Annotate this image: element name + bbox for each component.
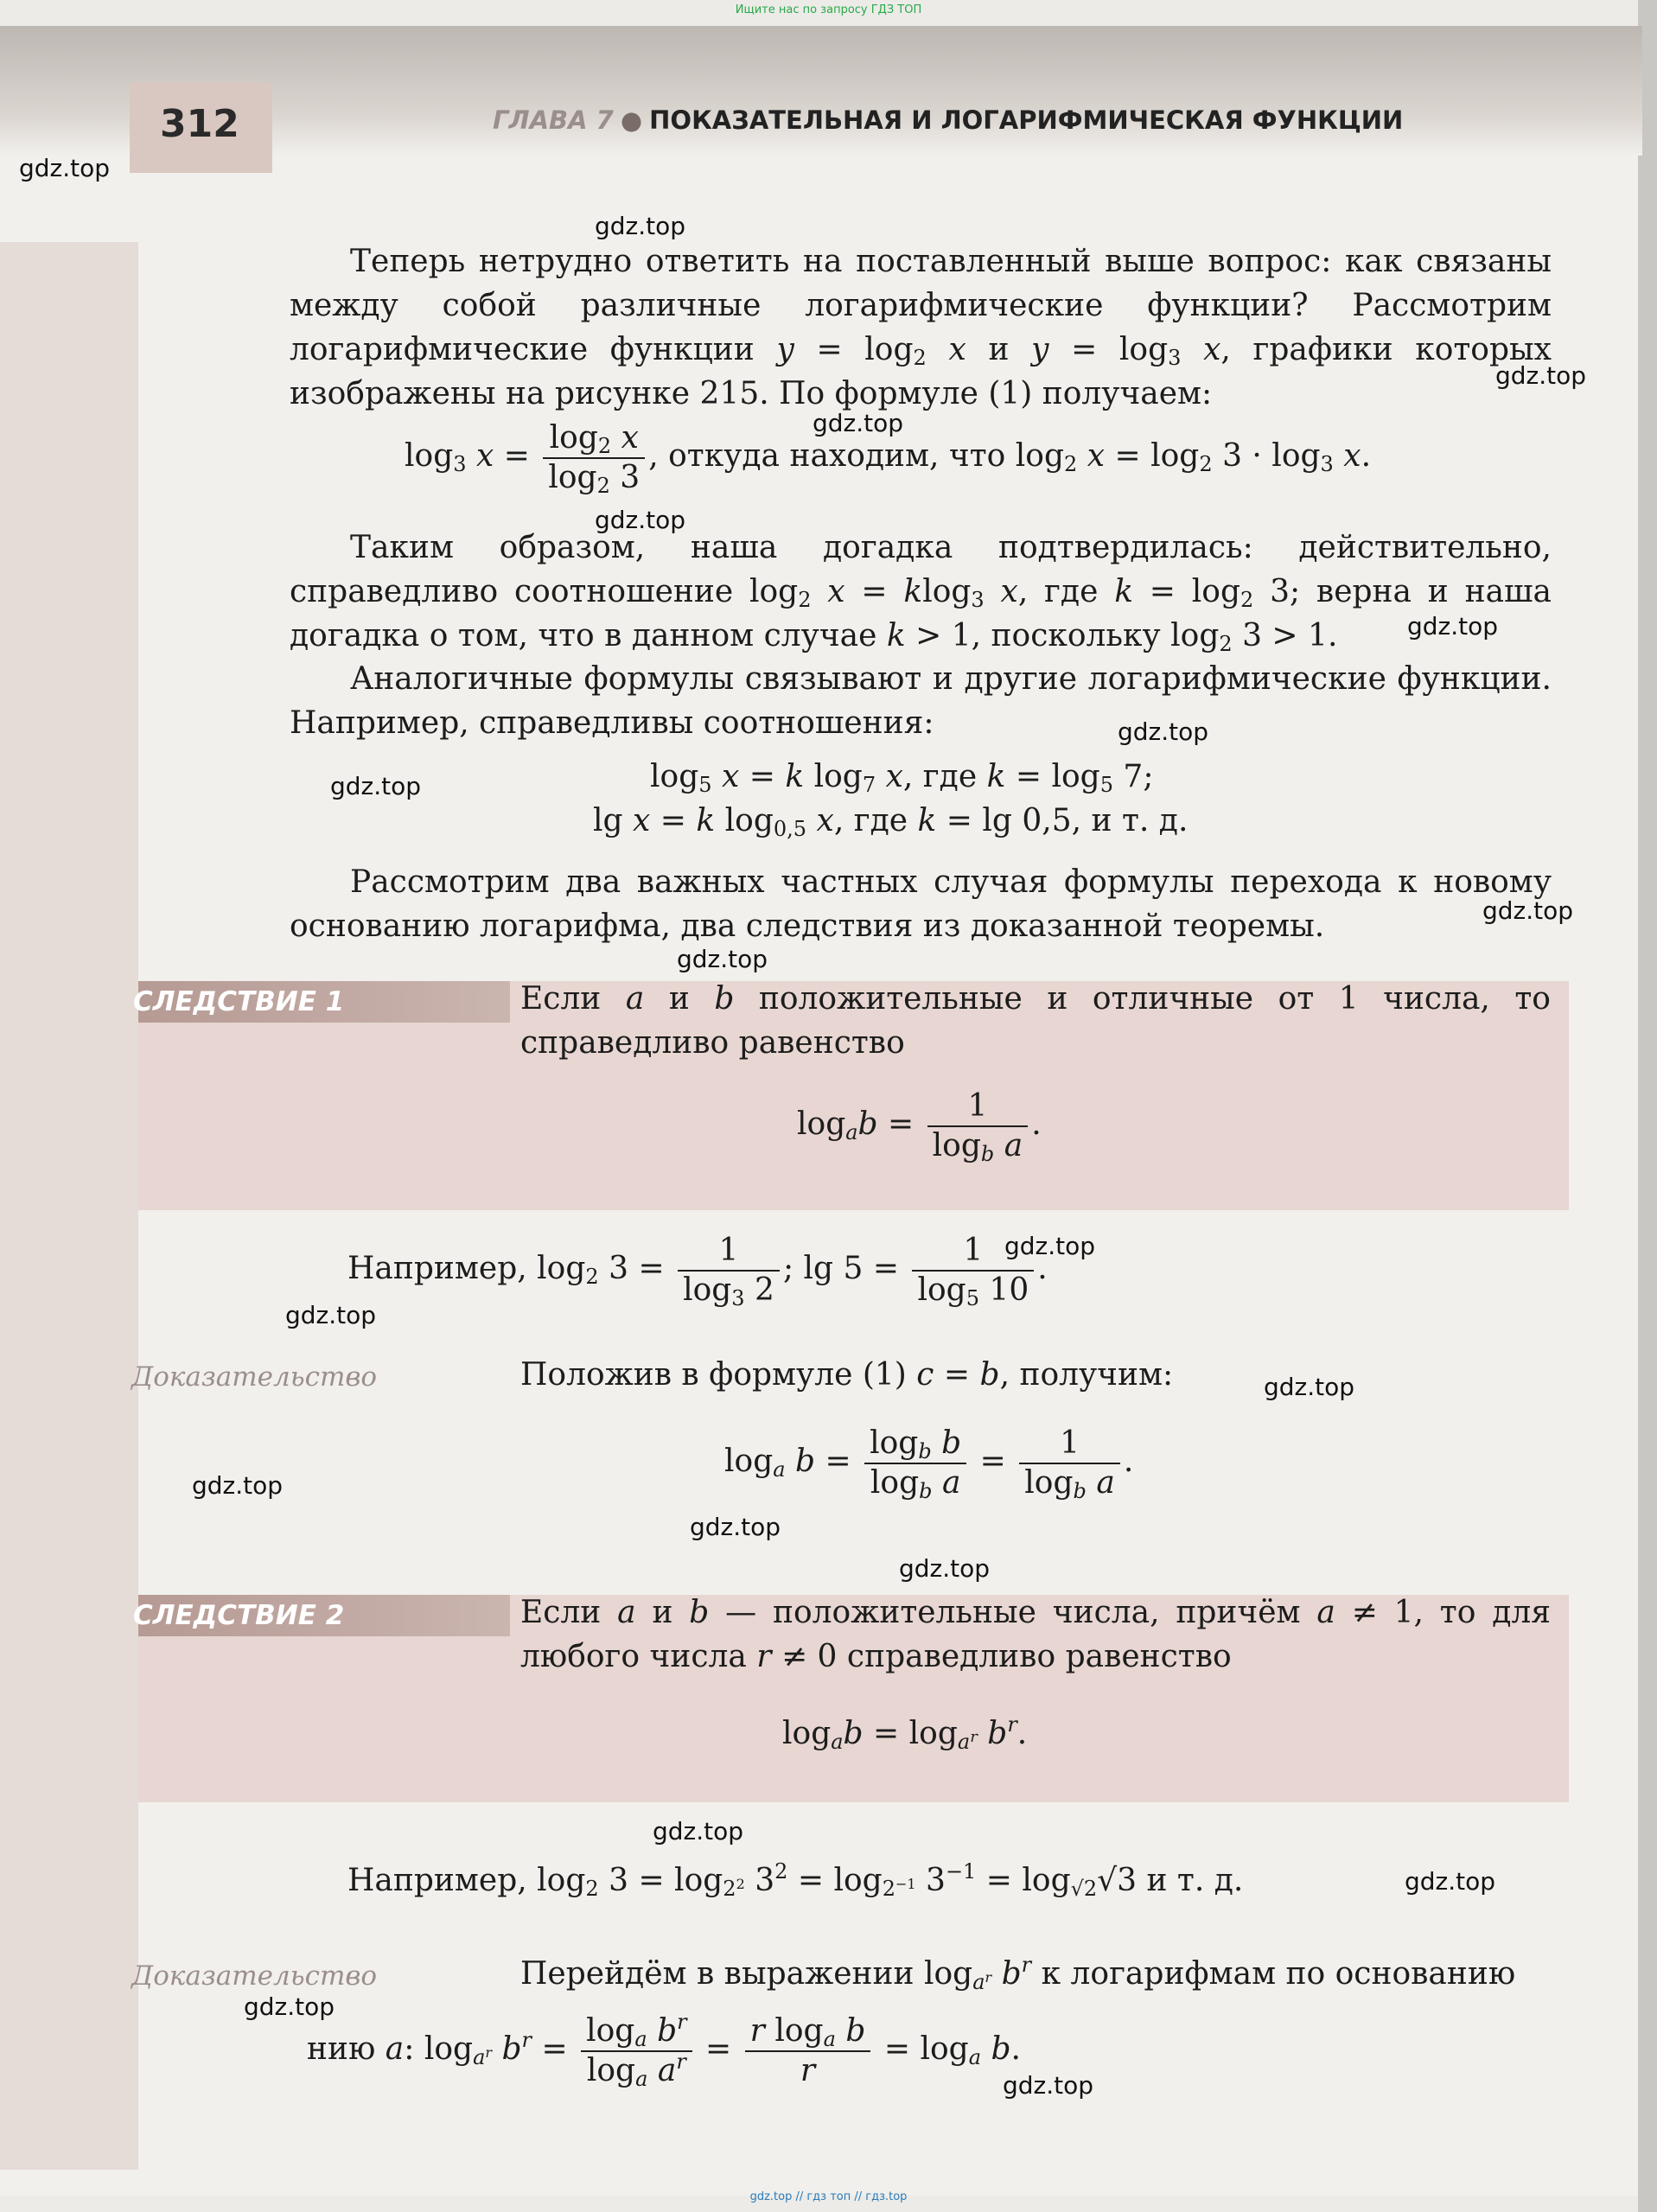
watermark[interactable]: gdz.top <box>1495 361 1587 390</box>
watermark[interactable]: gdz.top <box>1118 717 1209 746</box>
page-number: 312 <box>160 102 239 146</box>
margin-strip <box>0 242 138 2170</box>
watermark[interactable]: gdz.top <box>244 1992 335 2021</box>
watermark[interactable]: gdz.top <box>330 772 422 800</box>
watermark[interactable]: gdz.top <box>1003 2071 1094 2100</box>
corollary-2-label: СЛЕДСТВИЕ 2 <box>138 1595 510 1636</box>
watermark[interactable]: gdz.top <box>1004 1232 1096 1260</box>
proof-1-label: Доказательство <box>131 1361 378 1393</box>
chapter-title: ПОКАЗАТЕЛЬНАЯ И ЛОГАРИФМИЧЕСКАЯ ФУНКЦИИ <box>649 105 1404 135</box>
proof-1-text: Положив в формуле (1) c = b, получим: <box>520 1357 1174 1393</box>
formula-lg: lg x = k $\log_{0,5} x$, где k = lg 0,5, и т. д. <box>593 803 1189 841</box>
proof-2-formula: нию a: $\log_{a^r} b^r$ = $\frac{\log_a b^r}{\log_a a^r}$ = $\frac{r \log_a b}{r}$ = $\log_a b$. <box>307 2010 1021 2091</box>
bottom-note[interactable]: gdz.top // гдз топ // гдз.top <box>749 2190 908 2203</box>
watermark[interactable]: gdz.top <box>595 212 686 240</box>
top-note[interactable]: Ищите нас по запросу ГДЗ ТОП <box>735 3 922 16</box>
corollary-2-text: Если a и b — положительные числа, причём a ≠ 1, то для любого числа r ≠ 0 справедливо равенство <box>520 1595 1551 1674</box>
corollary-1-text: Если a и b положительные и отличные от 1 числа, то справедливо равенство <box>520 981 1551 1061</box>
watermark[interactable]: gdz.top <box>690 1513 781 1541</box>
watermark[interactable]: gdz.top <box>285 1301 377 1329</box>
watermark[interactable]: gdz.top <box>19 154 111 182</box>
watermark[interactable]: gdz.top <box>1405 1867 1496 1896</box>
proof-2-text-a: Перейдём в выражении $\log_{a^r} b^r$ к логарифмам по основанию <box>520 1953 1516 1994</box>
watermark[interactable]: gdz.top <box>1264 1373 1355 1401</box>
watermark[interactable]: gdz.top <box>192 1471 284 1500</box>
bullet-icon: ● <box>620 105 643 135</box>
page-edge <box>1638 0 1657 2212</box>
corollary-1-formula: $\log_ab$ = $\frac{1}{\log_b a}$ . <box>797 1088 1042 1166</box>
chapter-header <box>493 105 1403 135</box>
chapter-label: ГЛАВА 7 <box>493 105 614 135</box>
example-1: Например, $\log_2 3$ = $\frac{1}{\log_3 2}$ ; lg 5 = $\frac{1}{\log_5 10}$ . <box>347 1233 1048 1310</box>
watermark[interactable]: gdz.top <box>677 945 768 973</box>
paragraph-4: Рассмотрим два важных частных случая формулы перехода к новому основанию логарифма, два следствия из доказанной теоремы. <box>290 864 1552 944</box>
corollary-1-label: СЛЕДСТВИЕ 1 <box>138 981 510 1023</box>
proof-1-formula: $\log_a b$ = $\frac{\log_b b}{\log_b a}$ = $\frac{1}{\log_b a}$ . <box>724 1425 1134 1503</box>
corollary-2-formula: $\log_ab = \log_{a^r} b^r$. <box>782 1712 1028 1754</box>
paragraph-3: Аналогичные формулы связывают и другие логарифмические функции. Например, справедливы соотношения: <box>290 661 1552 741</box>
watermark[interactable]: gdz.top <box>1482 896 1574 925</box>
paragraph-2: Таким образом, наша догадка подтвердилась: действительно, справедливо соотношение $\log_2 x = klog_3$ x, где $k = \log_2 3$; верна и наша догадка о том, что в данном случае k > 1, поскольку $\log_2 3 > 1$. <box>290 530 1552 656</box>
formula-log5: $\log_5 x = k$ $\log_7 x$, где $k = \log_5 7$; <box>650 759 1154 797</box>
watermark[interactable]: gdz.top <box>595 506 686 534</box>
formula-log3-relation: $\log_3 x$ = $\frac{\log_2 x}{\log_2 3}$ , откуда находим, что $\log_2 x = \log_2 3 \cdot \log_3 x$. <box>405 420 1372 498</box>
watermark[interactable]: gdz.top <box>813 409 904 437</box>
paragraph-1: Теперь нетрудно ответить на поставленный выше вопрос: как связаны между собой различные логарифмические функции? Рассмотрим логарифмические функции $y = \log_2 x$ и $y = \log_3 x$, графики которых изображены на рисунке 215. По формуле (1) получаем: <box>290 244 1552 411</box>
example-2: Например, $\log_2 3 = \log_{2^2} 3^2 = \log_{2^{-1}} 3^{-1} = \log_{√2}√3$ и т. д. <box>347 1859 1244 1901</box>
proof-2-label: Доказательство <box>131 1960 378 1992</box>
watermark[interactable]: gdz.top <box>653 1817 744 1845</box>
watermark[interactable]: gdz.top <box>899 1554 991 1583</box>
watermark[interactable]: gdz.top <box>1407 612 1499 641</box>
